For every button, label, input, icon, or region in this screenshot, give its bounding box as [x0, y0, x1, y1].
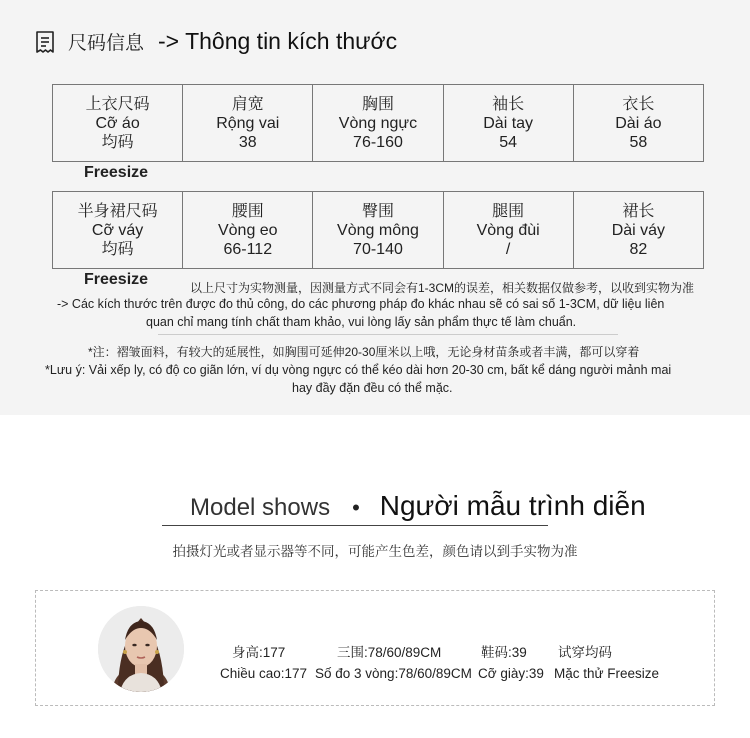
size-header: [36, 28, 397, 55]
skirt-size-cell-waist: 腰围 Vòng eo 66-112: [183, 192, 313, 269]
skirt-size-cell-length: 裙长 Dài váy 82: [573, 192, 703, 269]
skirt-size-cell-size: 半身裙尺码 Cỡ váy 均码: [53, 192, 183, 269]
top-size-cell-shoulder: 肩宽 Rộng vai 38: [183, 85, 313, 162]
care-note-vi-line1: *Lưu ý: Vải xếp ly, có độ co giãn lớn, ví dụ vòng ngực có thể kéo dài hơn 20-30 cm, bất kể dáng người mảnh mai: [45, 363, 672, 377]
top-size-table: [52, 84, 704, 162]
skirt-size-cell-hip: 臀围 Vòng mông 70-140: [313, 192, 443, 269]
model-portrait-image: [98, 606, 184, 692]
model-title-vi: Người mẫu trình diễn: [379, 490, 646, 521]
model-height-vi: Chiều cao:177: [220, 666, 308, 681]
measure-note-vi-line2: quan chỉ mang tính chất tham khảo, vui lòng lấy sản phẩm thực tế làm chuẩn.: [146, 315, 577, 329]
model-fitting-cn: 试穿均码: [558, 645, 612, 660]
top-size-cell-size: 上衣尺码 Cỡ áo 均码: [53, 85, 183, 162]
care-note-vi-line2: hay đầy đặn đều có thể mặc.: [292, 381, 453, 395]
model-title-en: Model shows: [190, 494, 331, 521]
model-shoe-size-cn: 鞋码:39: [481, 645, 527, 660]
skirt-size-cell-thigh: 腿围 Vòng đùi /: [443, 192, 573, 269]
header-title-cn: 尺码信息: [68, 33, 145, 54]
header-title-vi: -> Thông tin kích thước: [158, 28, 398, 54]
skirt-size-table: [52, 191, 704, 269]
measure-note-vi-line1: -> Các kích thước trên được đo thủ công, do các phương pháp đo khác nhau sẽ có sai số 1-3CM, dữ liệu liên: [57, 297, 665, 311]
freesize-label-top: Freesize: [84, 164, 149, 181]
model-avatar: [98, 606, 184, 692]
model-measurements-vi: Số đo 3 vòng:78/60/89CM: [315, 666, 472, 681]
measure-note-cn: 以上尺寸为实物测量，因测量方式不同会有1-3CM的误差，相关数据仅做参考，以收到实物为准: [190, 281, 695, 295]
model-measurements-cn: 三围:78/60/89CM: [337, 645, 442, 660]
care-note-cn: *注：褶皱面料，有较大的延展性，如胸围可延伸20-30厘米以上哦，无论身材苗条或者丰满，都可以穿着: [88, 345, 640, 359]
model-color-disclaimer: 拍摄灯光或者显示器等不同，可能产生色差，颜色请以到手实物为准: [172, 544, 578, 559]
freesize-label-bottom: Freesize: [84, 271, 149, 288]
model-shoe-size-vi: Cỡ giày:39: [478, 666, 544, 681]
model-info-card: [35, 590, 715, 706]
model-section-title: [190, 490, 646, 522]
note-divider: [158, 334, 618, 335]
document-icon: [36, 31, 54, 53]
top-size-cell-sleeve: 袖长 Dài tay 54: [443, 85, 573, 162]
top-size-cell-length: 衣长 Dài áo 58: [573, 85, 703, 162]
title-separator-dot: •: [352, 495, 360, 520]
model-height-cn: 身高:177: [232, 645, 286, 660]
model-fitting-vi: Mặc thử Freesize: [554, 666, 660, 681]
model-title-underline: [162, 525, 548, 526]
top-size-cell-bust: 胸围 Vòng ngực 76-160: [313, 85, 443, 162]
